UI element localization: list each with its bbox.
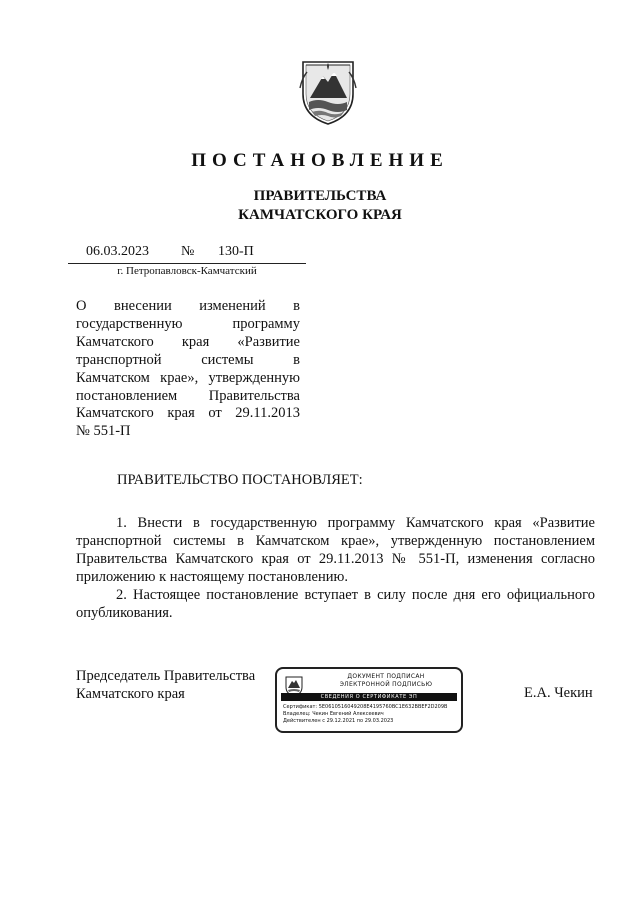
position-line-1: Председатель Правительства	[76, 668, 256, 684]
cert-label: Сертификат:	[283, 704, 318, 710]
subject-line: № 551-П	[76, 423, 131, 440]
signatory-position	[76, 667, 255, 703]
subject-line: государственную программу	[76, 315, 300, 332]
issuer-line-1: ПРАВИТЕЛЬСТВА	[253, 188, 387, 204]
subject-line: Камчатского края «Развитие	[76, 333, 300, 350]
stamp-details	[283, 704, 447, 725]
kamchatka-emblem-icon	[297, 58, 359, 126]
subject-line: Камчатского края от 29.11.2013	[76, 405, 300, 422]
owner-label: Владелец:	[283, 711, 311, 717]
valid-value: 29.12.2021 по 29.03.2023	[326, 718, 394, 724]
subject-line: О внесении изменений в	[76, 298, 300, 314]
valid-label: Действителен с	[283, 718, 325, 724]
cert-value: 5E0610516049208E4195760BC1E632BBEF2D209B	[318, 704, 448, 710]
signatory-name: Е.А. Чекин	[524, 685, 593, 701]
stamp-cert-bar: СВЕДЕНИЯ О СЕРТИФИКАТЕ ЭП	[281, 693, 457, 701]
issuer-heading	[0, 187, 640, 225]
body-paragraph-1: 1. Внести в государственную программу Камчатского края «Развитие транспортной системы в Камчатском крае», утвержденную постановлением Правительства Камчатского края от 29.11.2013 № 551-П, изменения согласно приложению к настоящему постановлению.	[76, 515, 595, 585]
document-body	[76, 514, 595, 622]
document-number: 130-П	[218, 244, 254, 259]
subject-line: Камчатском крае», утвержденную	[76, 369, 300, 386]
issuer-line-2: КАМЧАТСКОГО КРАЯ	[238, 207, 402, 223]
subject-line: транспортной системы в	[76, 351, 300, 368]
body-paragraph-2: 2. Настоящее постановление вступает в силу после дня его официального опубликования.	[76, 587, 595, 621]
date-underline	[68, 263, 204, 264]
city-label: г. Петропавловск-Камчатский	[117, 265, 257, 277]
stamp-head-line-2: ЭЛЕКТРОННОЙ ПОДПИСЬЮ	[339, 680, 433, 688]
position-line-2: Камчатского края	[76, 686, 185, 702]
stamp-header	[311, 673, 461, 688]
document-date: 06.03.2023	[86, 244, 149, 259]
number-sign: №	[181, 244, 195, 259]
subject-line: постановлением Правительства	[76, 387, 300, 404]
number-underline	[204, 263, 306, 264]
electronic-signature-stamp	[275, 667, 463, 733]
owner-value: Чекин Евгений Алексеевич	[312, 711, 384, 717]
subject-block	[76, 298, 300, 441]
decree-heading: ПРАВИТЕЛЬСТВО ПОСТАНОВЛЯЕТ:	[117, 472, 363, 488]
stamp-head-line-1: ДОКУМЕНТ ПОДПИСАН	[347, 673, 425, 680]
document-type-title: ПОСТАНОВЛЕНИЕ	[191, 150, 449, 171]
